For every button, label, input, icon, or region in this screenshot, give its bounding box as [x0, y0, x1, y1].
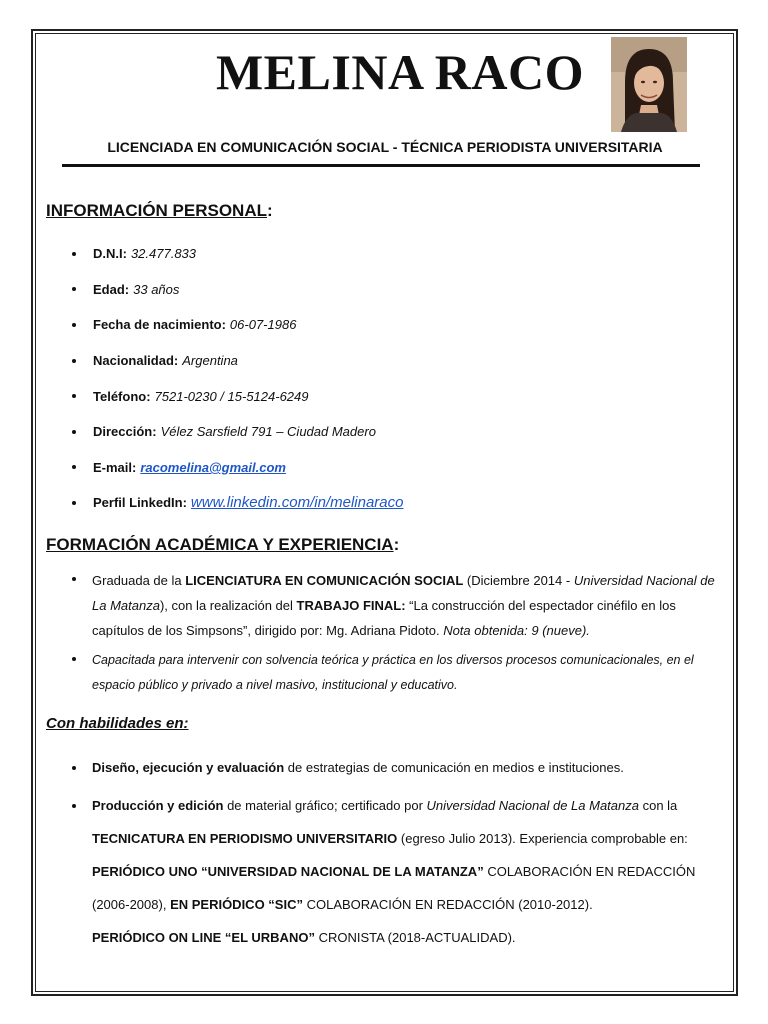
- professional-title: LICENCIADA EN COMUNICACIÓN SOCIAL - TÉCNICA PERIODISTA UNIVERSITARIA: [107, 139, 663, 155]
- linkedin-link[interactable]: www.linkedin.com/in/melinaraco: [190, 494, 404, 512]
- list-item: Nacionalidad: Argentina: [72, 343, 712, 379]
- list-item: Fecha de nacimiento: 06-07-1986: [72, 307, 712, 343]
- section-heading-formacion: FORMACIÓN ACADÉMICA Y EXPERIENCIA:: [46, 535, 400, 554]
- section-heading-personal: INFORMACIÓN PERSONAL:: [46, 201, 273, 220]
- skill-item: Producción y edición de material gráfico; certificado por Universidad Nacional de La Matanza con la: [92, 798, 678, 813]
- skill-line: TECNICATURA EN PERIODISMO UNIVERSITARIO (egreso Julio 2013). Experiencia comprobable en:: [92, 831, 688, 846]
- bullet: [72, 577, 76, 581]
- skill-line: PERIÓDICO UNO “UNIVERSIDAD NACIONAL DE LA MATANZA” COLABORACIÓN EN REDACCIÓN: [92, 864, 696, 879]
- education-paragraph: Graduada de la LICENCIATURA EN COMUNICACIÓN SOCIAL (Diciembre 2014 - Universidad Nacional de La Matanza), con la realización del TRABAJO FINAL: “La construcción del espectador cinéfilo en los capítulos de los Simpsons”, dirigido por: Mg. Adriana Pidoto. Nota obtenida: 9 (nueve).: [92, 573, 715, 638]
- personal-info-list: [72, 236, 712, 521]
- list-item: Teléfono: 7521-0230 / 15-5124-6249: [72, 378, 712, 414]
- candidate-name: MELINA RACO: [215, 44, 585, 100]
- list-item: Edad: 33 años: [72, 272, 712, 308]
- email-link[interactable]: racomelina@gmail.com: [140, 459, 286, 475]
- capacity-paragraph: Capacitada para intervenir con solvencia teórica y práctica en los diversos procesos comunicacionales, en el espacio público y privado a nivel masivo, institucional y educativo.: [92, 653, 694, 692]
- skill-line: (2006-2008), EN PERIÓDICO “SIC” COLABORACIÓN EN REDACCIÓN (2010-2012).: [92, 897, 593, 912]
- list-item: E-mail: racomelina@gmail.com: [72, 450, 712, 486]
- skill-line: PERIÓDICO ON LINE “EL URBANO” CRONISTA (2018-ACTUALIDAD).: [92, 930, 516, 945]
- header-divider: [62, 164, 700, 167]
- list-item: Perfil LinkedIn: www.linkedin.com/in/melinaraco: [72, 485, 712, 521]
- list-item: Dirección: Vélez Sarsfield 791 – Ciudad Madero: [72, 414, 712, 450]
- bullet: [72, 804, 76, 808]
- bullet: [72, 766, 76, 770]
- list-item: D.N.I: 32.477.833: [72, 236, 712, 272]
- bullet: [72, 657, 76, 661]
- profile-photo: [611, 37, 687, 132]
- skills-heading: Con habilidades en:: [46, 715, 189, 732]
- skill-item: Diseño, ejecución y evaluación de estrategias de comunicación en medios e instituciones.: [92, 760, 624, 775]
